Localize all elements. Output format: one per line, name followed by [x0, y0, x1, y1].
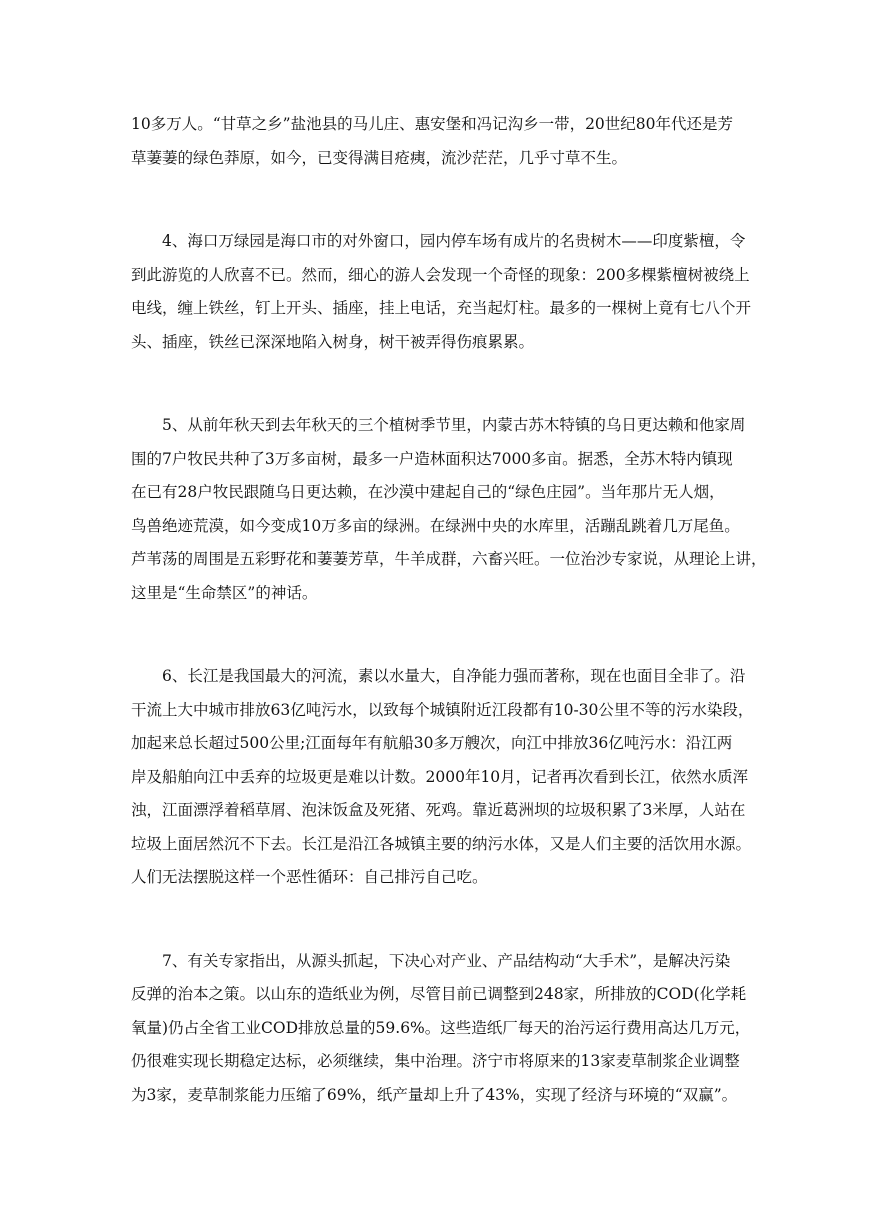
text-line: 仍很难实现长期稳定达标，必须继续，集中治理。济宁市将原来的13家麦草制浆企业调整	[131, 1052, 740, 1070]
text-line: 7、有关专家指出，从源头抓起，下决心对产业、产品结构动“大手术”，是解决污染	[162, 951, 731, 970]
paragraph-6	[131, 660, 754, 895]
text-line: 加起来总长超过500公里;江面每年有航船30多万艘次，向江中排放36亿吨污水：沿江两	[131, 734, 733, 752]
paragraph-4	[131, 225, 752, 359]
text-line: 人们无法摆脱这样一个恶性循环：自己排污自己吃。	[131, 868, 488, 886]
text-line: 芦苇荡的周围是五彩野花和萋萋芳草，牛羊成群，六畜兴旺。一位治沙专家说，从理论上讲，	[131, 550, 767, 568]
text-line: 反弹的治本之策。以山东的造纸业为例，尽管目前已调整到248家，所排放的COD(化学耗	[131, 985, 747, 1003]
text-line: 为3家，麦草制浆能力压缩了69%，纸产量却上升了43%，实现了经济与环境的“双赢”。	[131, 1085, 738, 1104]
text-line: 干流上大中城市排放63亿吨污水，以致每个城镇附近江段都有10-30公里不等的污水染段，	[131, 700, 754, 719]
text-line: 氧量)仍占全省工业COD排放总量的59.6%。这些造纸厂每天的治污运行费用高达几万元，	[131, 1018, 751, 1037]
text-line: 4、海口万绿园是海口市的对外窗口，园内停车场有成片的名贵树木——印度紫檀，令	[162, 232, 746, 250]
text-line: 到此游览的人欣喜不已。然而，细心的游人会发现一个奇怪的现象：200多棵紫檀树被绕上	[131, 265, 750, 284]
text-line: 围的7户牧民共种了3万多亩树，最多一户造林面积达7000多亩。据悉，全苏木特内镇现	[131, 449, 733, 468]
text-line: 垃圾上面居然沉不下去。长江是沿江各城镇主要的纳污水体，又是人们主要的活饮用水源。	[131, 834, 752, 853]
text-line: 6、长江是我国最大的河流，素以水量大，自净能力强而著称，现在也面目全非了。沿	[162, 667, 746, 685]
paragraph-7	[131, 945, 751, 1113]
text-line: 浊，江面漂浮着稻草屑、泡沫饭盒及死猪、死鸡。靠近葛洲坝的垃圾积累了3米厚，人站在	[131, 801, 746, 819]
text-line: 5、从前年秋天到去年秋天的三个植树季节里，内蒙古苏木特镇的乌日更达赖和他家周	[162, 416, 746, 434]
text-line: 电线，缠上铁丝，钉上开头、插座，挂上电话，充当起灯柱。最多的一棵树上竟有七八个开	[131, 299, 752, 317]
text-line: 在已有28户牧民跟随乌日更达赖，在沙漠中建起自己的“绿色庄园”。当年那片无人烟，	[131, 483, 725, 501]
paragraph-5	[131, 409, 767, 610]
text-line: 头、插座，铁丝已深深地陷入树身，树干被弄得伤痕累累。	[131, 332, 535, 351]
text-line: 这里是“生命禁区”的神话。	[131, 583, 318, 602]
text-line: 岸及船舶向江中丢弃的垃圾更是难以计数。2000年10月，记者再次看到长江，依然水质浑	[131, 767, 749, 786]
text-line: 鸟兽绝迹荒漠，如今变成10万多亩的绿洲。在绿洲中央的水库里，活蹦乱跳着几万尾鱼。	[131, 516, 740, 535]
paragraph-continuation	[131, 108, 741, 175]
document-body	[131, 108, 767, 1162]
text-line: 草萋萋的绿色莽原，如今，已变得满目疮痍，流沙茫茫，几乎寸草不生。	[131, 148, 628, 167]
text-line: 10多万人。“甘草之乡”盐池县的马儿庄、惠安堡和冯记沟乡一带，20世纪80年代还是芳	[131, 115, 734, 133]
